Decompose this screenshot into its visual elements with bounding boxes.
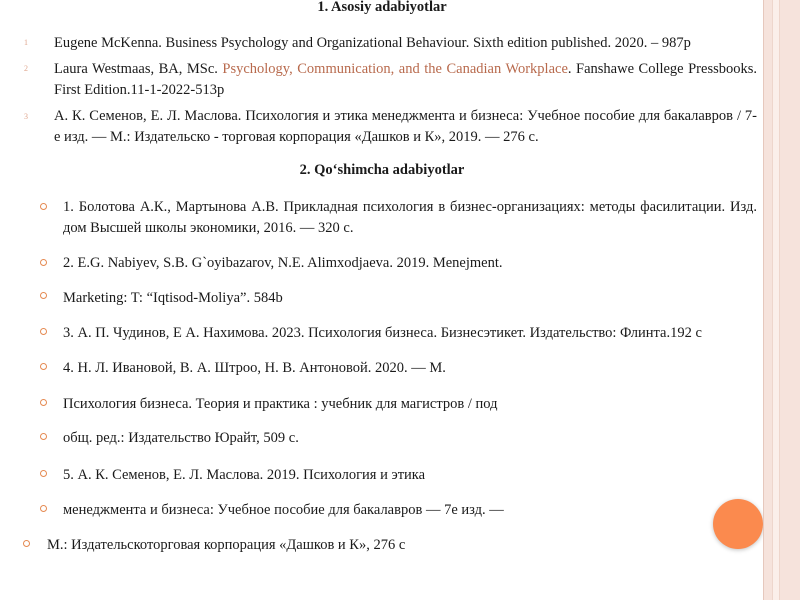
bullet-icon [40,399,47,406]
bullet-icon [40,259,47,266]
bullet-icon [40,328,47,335]
list-item: М.: Издательскоторговая корпорация «Дашков и К», 276 с [47,537,406,553]
section-title-additional: 2. Qo‘shimcha adabiyotlar [299,162,465,178]
bullet-icon [40,470,47,477]
reference-text: Laura Westmaas, BA, MSc. [54,61,223,77]
bullet-icon [40,363,47,370]
bullet-icon [40,433,47,440]
bullet-icon [40,292,47,299]
reference-item [54,33,757,54]
list-marker: 3 [24,112,28,121]
orange-circle-decoration [713,499,763,549]
section-title-main: 1. Asosiy adabiyotlar [317,0,447,15]
list-marker: 2 [24,64,28,73]
reference-item [54,59,757,101]
bullet-icon [40,203,47,210]
list-item: Marketing: T: “Iqtisod-Moliya”. 584b [63,290,283,306]
list-item: 2. E.G. Nabiyev, S.B. G`oyibazarov, N.E. Alimxodjaeva. 2019. Menejment. [63,255,503,271]
list-marker: 1 [24,38,28,47]
list-item: общ. ред.: Издательство Юрайт, 509 с. [63,430,299,446]
reference-link[interactable]: Psychology, Communication, and the Canadian Workplace [222,61,568,77]
list-item: менеджмента и бизнеса: Учебное пособие для бакалавров — 7е изд. — [63,502,504,518]
list-item: 4. Н. Л. Ивановой, В. А. Штроо, Н. В. Антоновой. 2020. — М. [63,360,446,376]
list-item: 5. А. К. Семенов, Е. Л. Маслова. 2019. Психология и этика [63,467,426,483]
list-item: Психология бизнеса. Теория и практика : учебник для магистров / под [63,396,498,412]
reference-text: . Fanshawe College Pressbooks. First Edition.11-1-2022-513p [54,61,757,98]
list-item: 3. А. П. Чудинов, Е А. Нахимова. 2023. Психология бизнеса. Бизнесэтикет. Издательство: Флинта.192 с [63,325,702,341]
reference-text: А. К. Семенов, Е. Л. Маслова. Психология и этика менеджмента и бизнеса: Учебное пособие для бакалавров / 7- е изд. — М.: Издательско - торговая корпорация «Дашков и К», 2019. — 276 с. [54,108,757,145]
bullet-icon [23,540,30,547]
slide-edge-decoration [763,0,800,600]
reference-text: Eugene McKenna. Business Psychology and Organizational Behaviour. Sixth edition published. 2020. – 987p [54,35,691,51]
bullet-icon [40,505,47,512]
reference-item [54,106,757,148]
list-item: 1. Болотова А.К., Мартынова А.В. Прикладная психология в бизнес-организациях: методы фасилитации. Изд. дом Высшей школы экономики, 2016. — 320 с. [63,199,757,236]
